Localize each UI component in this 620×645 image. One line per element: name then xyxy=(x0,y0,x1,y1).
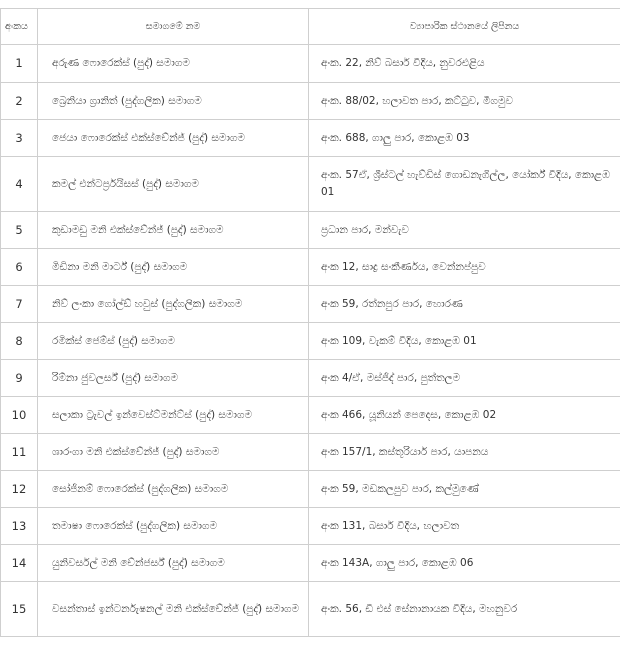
row-number: 8 xyxy=(1,323,38,360)
table-row xyxy=(1,249,620,286)
header-number: අංකය xyxy=(1,9,38,45)
company-name: අරුණ ෆොරෙක්ස් (පුද්) සමාගම xyxy=(38,45,309,83)
company-name: නිව් ලංකා ගෝල්ඩ් හවුස් (පුද්ගලික) සමාගම xyxy=(38,286,309,323)
business-address: අංක 59, රත්නපුර පාර, හොරණ xyxy=(309,286,620,323)
header-business-address: ව්‍යාපාරික ස්ථානයේ ලිපිනය xyxy=(309,9,620,45)
row-number: 7 xyxy=(1,286,38,323)
table-row xyxy=(1,397,620,434)
company-name: මිඩිනා මනි මාර්ට් (පුද්) සමාගම xyxy=(38,249,309,286)
row-number: 2 xyxy=(1,83,38,120)
table-row xyxy=(1,545,620,582)
row-number: 14 xyxy=(1,545,38,582)
row-number: 10 xyxy=(1,397,38,434)
table-header xyxy=(1,9,620,45)
company-table xyxy=(0,8,620,637)
company-name: ජෙයා ෆොරෙක්ස් එක්ස්චේන්ජ් (පුද්) සමාගම xyxy=(38,120,309,157)
table-row xyxy=(1,508,620,545)
table-row xyxy=(1,323,620,360)
company-name: රමික්ස් ජෙම්ස් (පුද්) සමාගම xyxy=(38,323,309,360)
row-number: 9 xyxy=(1,360,38,397)
row-number: 13 xyxy=(1,508,38,545)
business-address: අංක 4/ඒ, මස්ජිද් පාර, පුත්තලම xyxy=(309,360,620,397)
company-name: කුඩාමඩු මනි එක්ස්චේන්ජ් (පුද්) සමාගම xyxy=(38,212,309,249)
business-address: අංක 59, මඩකලපුව පාර, කල්මුණේ xyxy=(309,471,620,508)
business-address: අංක. 56, ඩී එස් සේනානායක වීදිය, මහනුවර xyxy=(309,582,620,637)
company-name: සෝජිනම් ෆොරෙක්ස් (පුද්ගලික) සමාගම xyxy=(38,471,309,508)
business-address: අංක 157/1, කස්තූරියාර් පාර, යාපනය xyxy=(309,434,620,471)
row-number: 1 xyxy=(1,45,38,83)
table-row xyxy=(1,471,620,508)
table-row xyxy=(1,434,620,471)
business-address: අංක 143A, ගාලු පාර, කොළඹ 06 xyxy=(309,545,620,582)
company-name: යුනිවර්සල් මනි චේන්ජර්ස් (පුද්) සමාගම xyxy=(38,545,309,582)
header-row xyxy=(1,9,620,45)
business-address: අංක. 88/02, හලාවත පාර, කට්ටුව, මීගමුව xyxy=(309,83,620,120)
business-address: අංක 12, සාද්‍ර සංකීර්ණය, වෙන්නප්පුව xyxy=(309,249,620,286)
table-row xyxy=(1,120,620,157)
row-number: 11 xyxy=(1,434,38,471)
company-name: ශාරංගා මනි එක්ස්චේන්ජ් (පුද්) සමාගම xyxy=(38,434,309,471)
row-number: 3 xyxy=(1,120,38,157)
table-row xyxy=(1,286,620,323)
company-name: සලාකා ට්‍රැවල් ඉන්වෙස්ට්මන්ට්ස් (පුද්) සමාගම xyxy=(38,397,309,434)
row-number: 6 xyxy=(1,249,38,286)
company-name: රිම්නා ජුවලර්ස් (පුද්) සමාගම xyxy=(38,360,309,397)
header-company-name: සමාගමේ නම xyxy=(38,9,309,45)
row-number: 5 xyxy=(1,212,38,249)
company-name: තමාෂා ෆොරෙක්ස් (පුද්ගලික) සමාගම xyxy=(38,508,309,545)
business-address: අංක 109, වැකම් වීදිය, කොළඹ 01 xyxy=(309,323,620,360)
business-address: අංක. 57ඒ, ශ්‍රීස්ටල් හැව්ඩිස් ගොඩනැගිල්ල, යෝර්ක් වීදිය, කොළඹ 01 xyxy=(309,157,620,212)
row-number: 12 xyxy=(1,471,38,508)
business-address: අංක 131, බසාර් වීදිය, හලාවත xyxy=(309,508,620,545)
table-row xyxy=(1,83,620,120)
business-address: අංක 466, යූනියන් පෙදෙස, කොළඹ 02 xyxy=(309,397,620,434)
company-name: වසන්තාස් ඉන්ටර්නැෂනල් මනි එක්ස්චේන්ජ් (පුද්) සමාගම xyxy=(38,582,309,637)
company-name: බ්‍රෙනියා ග්‍රානිත් (පුද්ගලික) සමාගම xyxy=(38,83,309,120)
business-address: ප්‍රධාන පාර, මන්වැව xyxy=(309,212,620,249)
business-address: අංක. 22, නිව් බසාර් වීදිය, නුවරඑළිය xyxy=(309,45,620,83)
business-address: අංක. 688, ගාලු පාර, කොළඹ 03 xyxy=(309,120,620,157)
table-row xyxy=(1,582,620,637)
company-name: කමල් එන්ටර්ප්‍රයිසස් (පුද්) සමාගම xyxy=(38,157,309,212)
row-number: 4 xyxy=(1,157,38,212)
table-row xyxy=(1,157,620,212)
table-row xyxy=(1,360,620,397)
table-row xyxy=(1,212,620,249)
table-body xyxy=(1,45,620,637)
row-number: 15 xyxy=(1,582,38,637)
table-row xyxy=(1,45,620,83)
